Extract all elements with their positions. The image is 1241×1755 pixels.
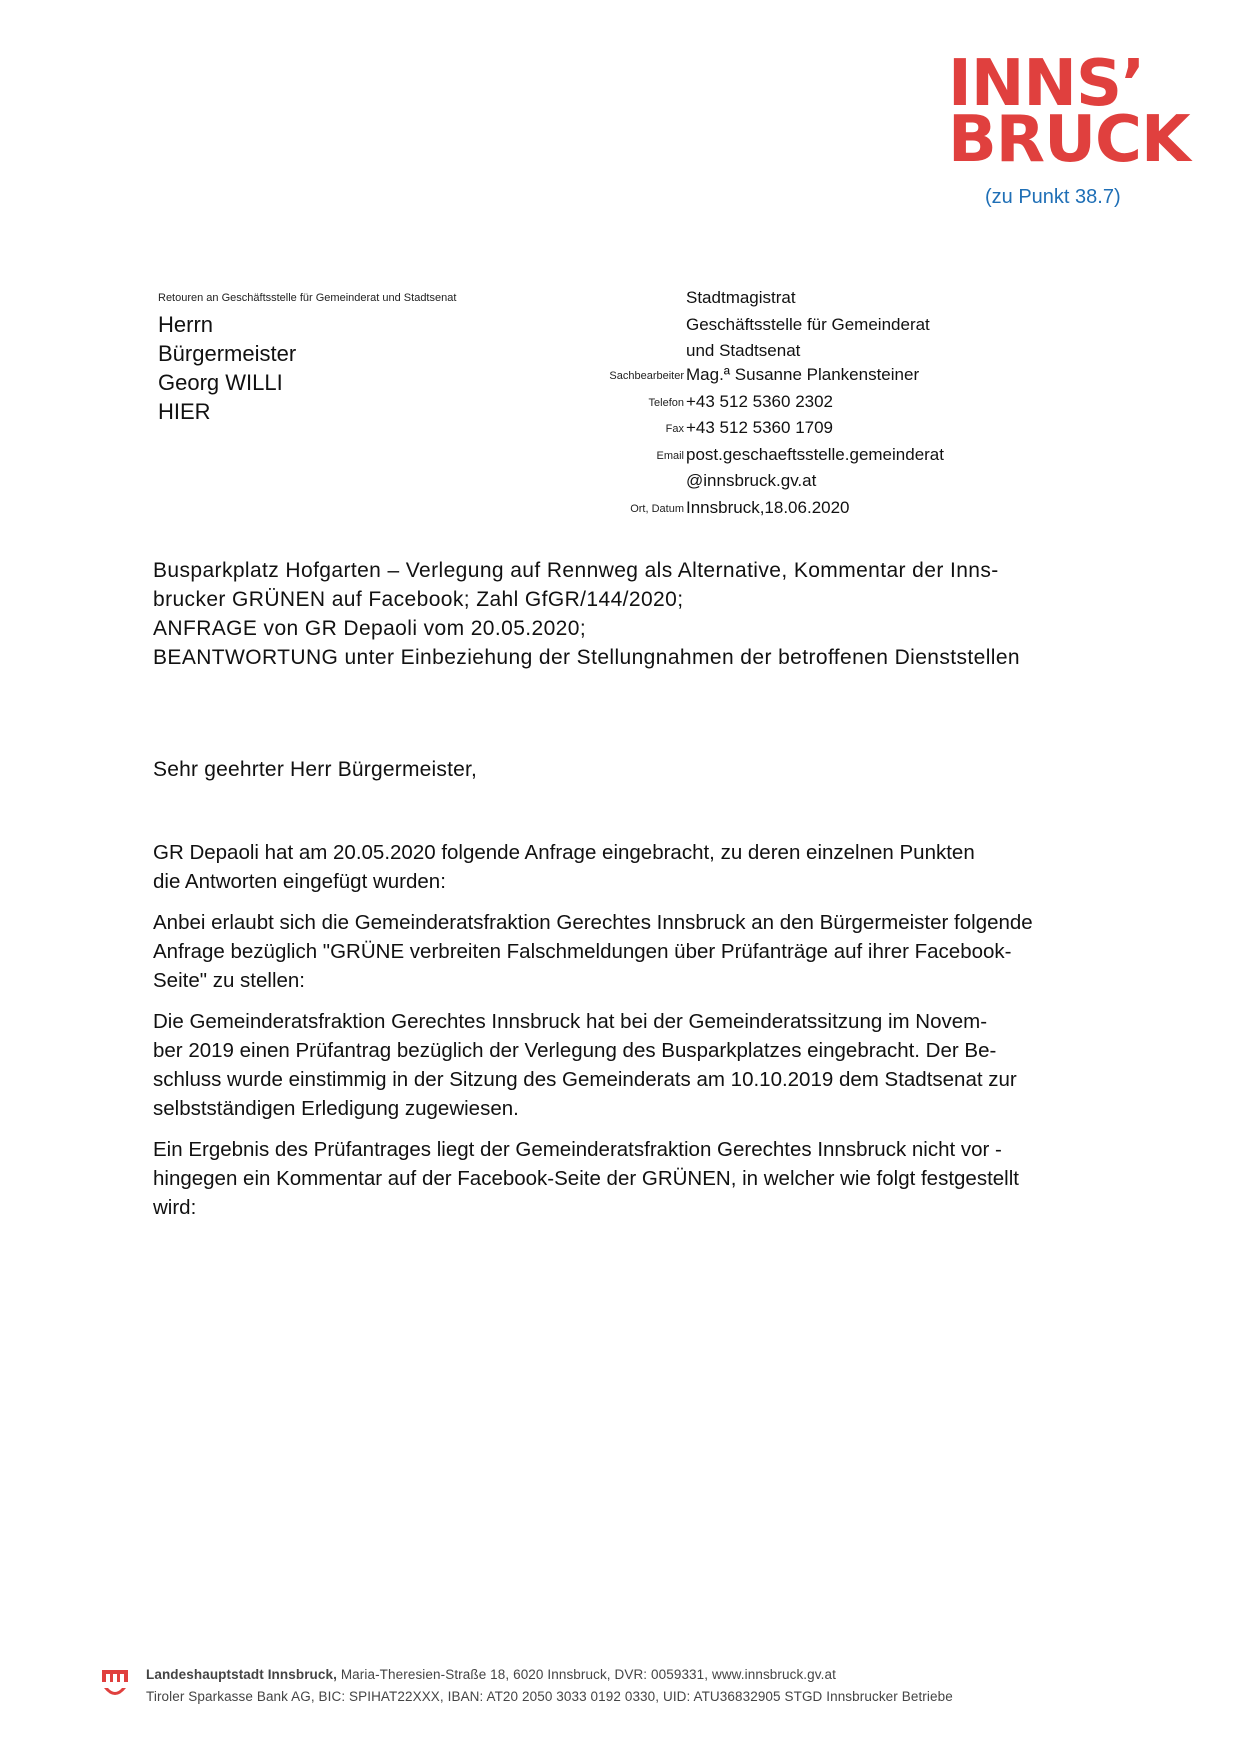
paragraph-line: selbstständigen Erledigung zugewiesen. (153, 1097, 519, 1120)
sender-row-clerk (540, 364, 1010, 391)
sender-row-phone (540, 391, 1010, 418)
recipient-line: HIER (158, 399, 211, 424)
paragraph-line: wird: (153, 1196, 197, 1219)
footer (146, 1664, 953, 1708)
footer-city-name: Landeshauptstadt Innsbruck, (146, 1667, 337, 1682)
paragraph (153, 1135, 1125, 1222)
subject-block (153, 556, 1113, 672)
sender-label: Email (656, 449, 684, 462)
sender-value: Innsbruck,18.06.2020 (686, 497, 850, 517)
sender-label: Sachbearbeiter (609, 370, 684, 382)
subject-line: BEANTWORTUNG unter Einbeziehung der Stellungnahmen der betroffenen Dienststellen (153, 646, 1021, 669)
paragraph (153, 838, 1125, 896)
footer-line-1 (146, 1664, 953, 1686)
sender-row-place-date (540, 497, 1010, 524)
paragraph-line: hingegen ein Kommentar auf der Facebook-Seite der GRÜNEN, in welcher wie folgt festgestellt (153, 1167, 1019, 1190)
sender-value: post.geschaeftsstelle.gemeinderat (686, 444, 944, 464)
sender-value: +43 512 5360 1709 (686, 418, 834, 437)
sender-value: Mag.ª Susanne Plankensteiner (686, 365, 920, 384)
footer-line-2: Tiroler Sparkasse Bank AG, BIC: SPIHAT22XXX, IBAN: AT20 2050 3033 0192 0330, UID: ATU36832905 STGD Innsbrucker Betriebe (146, 1689, 953, 1704)
paragraph-line: Anfrage bezüglich "GRÜNE verbreiten Falschmeldungen über Prüfanträge auf ihrer Facebook- (153, 940, 1012, 963)
recipient-line: Georg WILLI (158, 370, 283, 395)
sender-label: Fax (665, 423, 684, 435)
sender-row-fax (540, 417, 1010, 444)
sender-org-line: Geschäftsstelle für Gemeinderat (686, 314, 930, 334)
logo-line-2: BRUCK (948, 103, 1190, 177)
logo-line-1: INNS’ (948, 47, 1145, 121)
sender-org-line: und Stadtsenat (686, 341, 801, 360)
paragraph-line: schluss wurde einstimmig in der Sitzung des Gemeinderats am 10.10.2019 dem Stadtsenat zur (153, 1068, 1017, 1091)
subject-line: ANFRAGE von GR Depaoli vom 20.05.2020; (153, 617, 587, 640)
return-address-line: Retouren an Geschäftsstelle für Gemeinderat und Stadtsenat (158, 292, 457, 304)
sender-label: Ort, Datum (630, 502, 684, 515)
sender-label: Telefon (648, 396, 684, 409)
paragraph-line: Anbei erlaubt sich die Gemeinderatsfraktion Gerechtes Innsbruck an den Bürgermeister folgende (153, 911, 1033, 934)
sender-row-email (540, 444, 1010, 471)
sender-row-email-domain (540, 470, 1010, 497)
sender-value: +43 512 5360 2302 (686, 391, 834, 411)
paragraph (153, 1007, 1125, 1123)
sender-organisation (686, 285, 930, 365)
innsbruck-logo (948, 47, 1190, 177)
sender-value: @innsbruck.gv.at (686, 471, 817, 490)
paragraph-line: Die Gemeinderatsfraktion Gerechtes Innsbruck hat bei der Gemeinderatssitzung im Novem- (153, 1010, 988, 1033)
recipient-line: Bürgermeister (158, 341, 297, 366)
subject-line: brucker GRÜNEN auf Facebook; Zahl GfGR/144/2020; (153, 588, 684, 611)
paragraph-line: ber 2019 einen Prüfantrag bezüglich der Verlegung des Busparkplatzes eingebracht. Der Be- (153, 1039, 997, 1062)
sender-details (540, 364, 1010, 523)
paragraph-line: die Antworten eingefügt wurden: (153, 870, 446, 893)
recipient-block (158, 310, 296, 426)
sender-org-line: Stadtmagistrat (686, 288, 796, 307)
city-emblem-icon (102, 1668, 128, 1702)
paragraph (153, 908, 1125, 995)
footer-address: Maria-Theresien-Straße 18, 6020 Innsbruck, DVR: 0059331, www.innsbruck.gv.at (336, 1667, 836, 1682)
subject-line: Busparkplatz Hofgarten – Verlegung auf Rennweg als Alternative, Kommentar der Inns- (153, 559, 999, 582)
recipient-line: Herrn (158, 312, 214, 337)
agenda-reference: (zu Punkt 38.7) (985, 186, 1121, 208)
paragraph-line: GR Depaoli hat am 20.05.2020 folgende Anfrage eingebracht, zu deren einzelnen Punkten (153, 841, 975, 864)
letter-body (153, 838, 1125, 1234)
paragraph-line: Seite" zu stellen: (153, 969, 305, 992)
paragraph-line: Ein Ergebnis des Prüfantrages liegt der Gemeinderatsfraktion Gerechtes Innsbruck nicht vor - (153, 1138, 1002, 1161)
salutation: Sehr geehrter Herr Bürgermeister, (153, 758, 478, 781)
